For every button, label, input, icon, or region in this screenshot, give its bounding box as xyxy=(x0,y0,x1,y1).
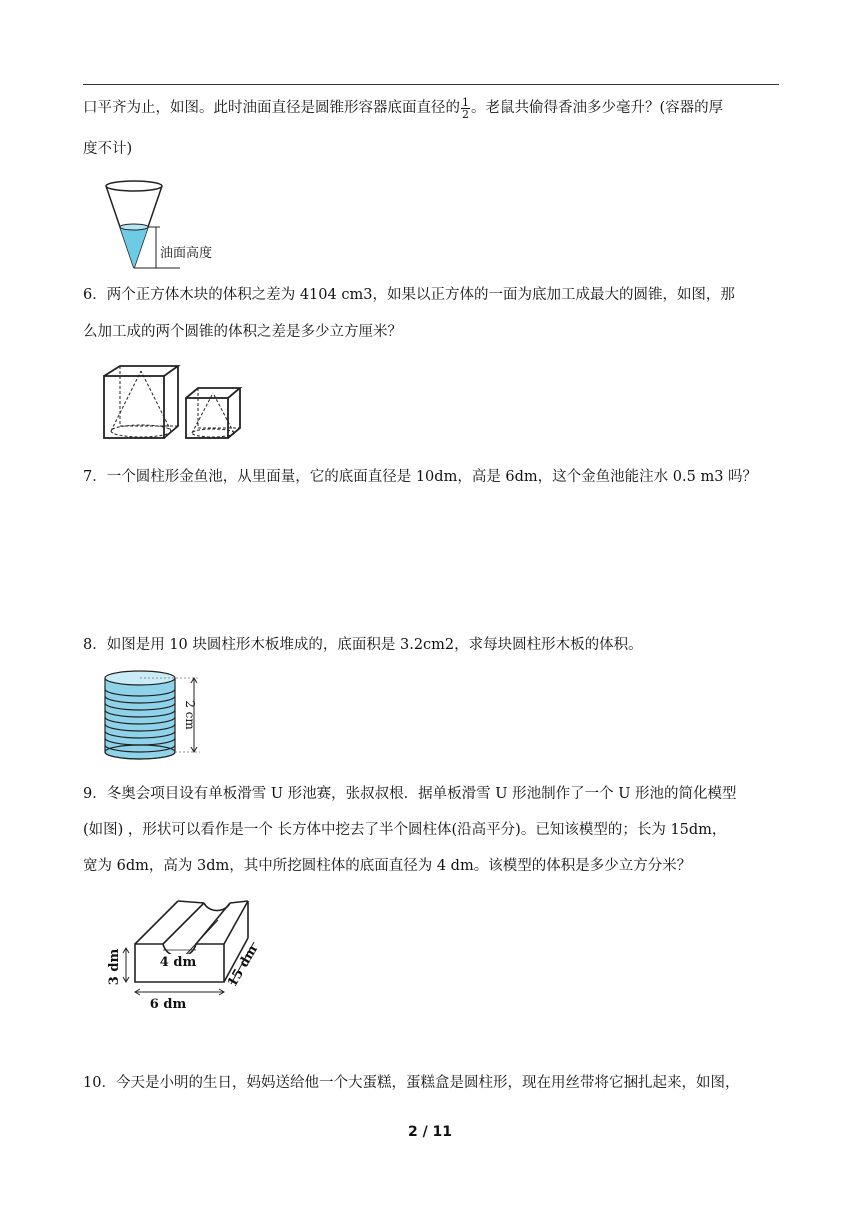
q5-text-line2: 度不计) xyxy=(83,141,133,157)
length-label: 15 dm xyxy=(225,942,261,990)
page-number: 2 / 11 xyxy=(407,1124,453,1140)
q10-text-line1: 10．今天是小明的生日，妈妈送给他一个大蛋糕，蛋糕盒是圆柱形，现在用丝带将它捆扎起来，如图， xyxy=(83,1075,740,1091)
q7-text-line1: 7．一个圆柱形金鱼池，从里面量，它的底面直径是 10dm，高是 6dm，这个金鱼池能注水 0.5 m3 吗？ xyxy=(83,469,758,485)
height-2cm-label: 2 cm xyxy=(183,700,197,730)
q5-text-line1: 口平齐为止，如图。此时油面直径是圆锥形容器底面直径的 $\frac{1}{2}$ 。老鼠共偷得香油多少毫升？(容器的厚 xyxy=(83,95,724,121)
height-label: 3 dm xyxy=(107,948,122,986)
q6-text-line1: 6．两个正方体木块的体积之差为 4104 cm3，如果以正方体的一面为底加工成最大的圆锥，如图，那 xyxy=(83,287,735,303)
stacked-cylinders-figure xyxy=(100,668,210,762)
q9-text-line3: 宽为 6dm，高为 3dm，其中所挖圆柱体的底面直径为 4 dm。该模型的体积是多少立方分米？ xyxy=(83,858,692,874)
oil-height-label: 油面高度 xyxy=(160,246,213,261)
cubes-cones-figure xyxy=(100,362,250,442)
u-pool-model-figure xyxy=(100,896,270,1016)
q9-text-line2: (如图) ，形状可以看作是一个 长方体中挖去了半个圆柱体(沿高平分)。已知该模型的；长为 15dm， xyxy=(83,822,727,838)
width-label: 6 dm xyxy=(149,997,187,1012)
fraction-one-half: $\frac{1}{2}$ xyxy=(462,95,469,121)
cone-oil-figure xyxy=(100,176,240,274)
header-rule xyxy=(83,84,779,85)
diameter-label: 4 dm xyxy=(159,955,197,970)
q9-text-line1: 9．冬奥会项目设有单板滑雪 U 形池赛，张叔叔根．据单板滑雪 U 形池制作了一个 U 形池的简化模型 xyxy=(83,786,737,802)
q8-text-line1: 8．如图是用 10 块圆柱形木板堆成的，底面积是 3.2cm2，求每块圆柱形木板的体积。 xyxy=(83,637,643,653)
q6-text-line2: 么加工成的两个圆锥的体积之差是多少立方厘米？ xyxy=(83,324,402,340)
